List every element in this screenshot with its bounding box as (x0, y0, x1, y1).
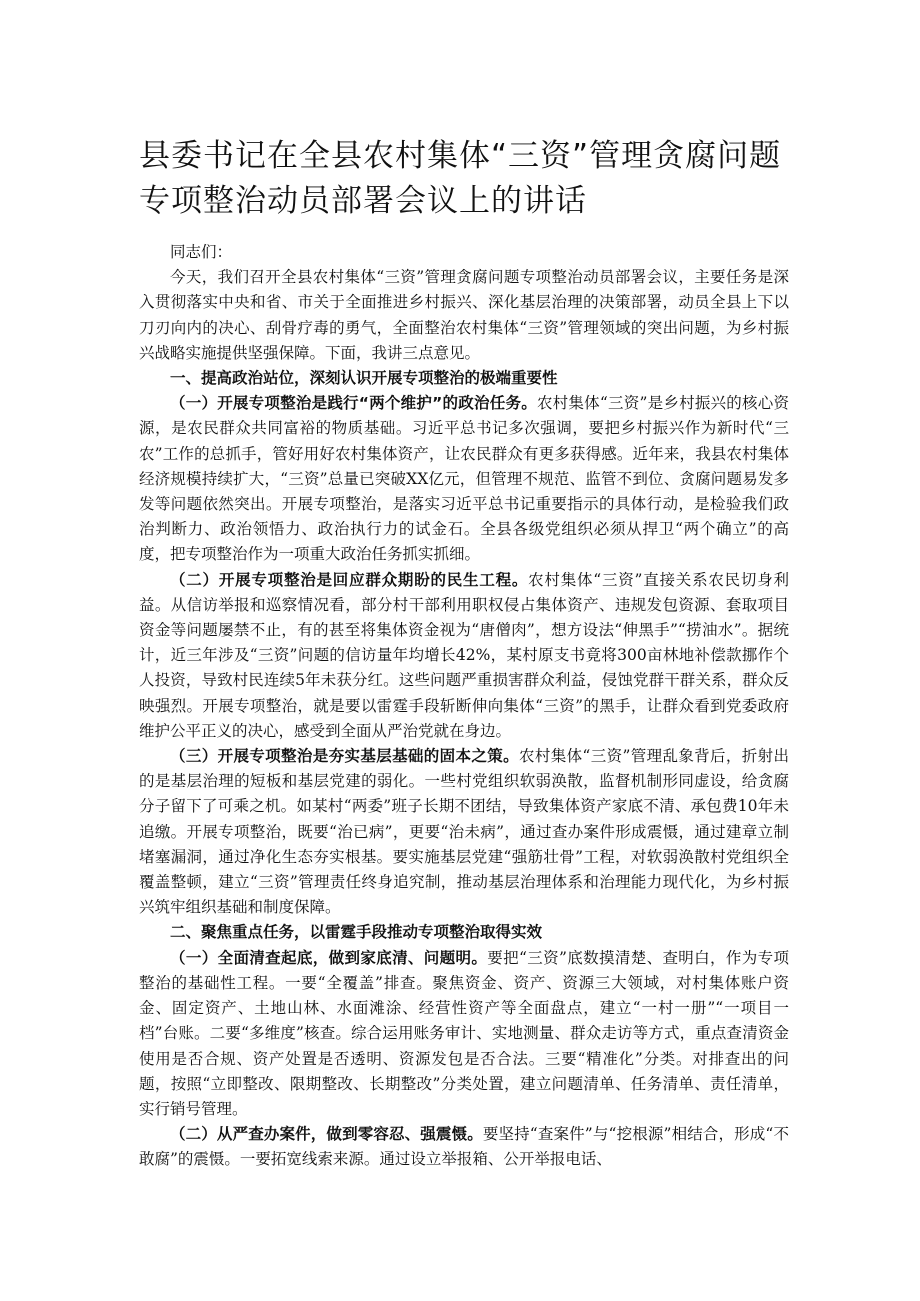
paragraph-lead: （二）从严查办案件，做到零容忍、强震慑。 (170, 1125, 483, 1144)
section-1-paragraph-3 (139, 744, 789, 920)
paragraph-lead: （三）开展专项整治是夯实基层基础的固本之策。 (170, 747, 519, 766)
paragraph-text: 要坚持“查案件”与“挖根源”相结合，形成“不敢腐”的震慑。一要拓宽线索来源。通过设立举报箱、公开举报电话、 (139, 1125, 789, 1169)
paragraph-text: 农村集体“三资”是乡村振兴的核心资源，是农民群众共同富裕的物质基础。习近平总书记多次强调，要把乡村振兴作为新时代“三农”工作的总抓手，管好用好农村集体资产，让农民群众有更多获得感。近年来，我县农村集体经济规模持续扩大，“三资”总量已突破XX亿元，但管理不规范、监管不到位、贪腐问题易发多发等问题依然突出。开展专项整治，是落实习近平总书记重要指示的具体行动，是检验我们政治判断力、政治领悟力、政治执行力的试金石。全县各级党组织必须从捍卫“两个确立”的高度，把专项整治作为一项重大政治任务抓实抓细。 (139, 394, 789, 564)
paragraph-text: 农村集体“三资”管理乱象背后，折射出的是基层治理的短板和基层党建的弱化。一些村党组织软弱涣散，监督机制形同虚设，给贪腐分子留下了可乘之机。如某村“两委”班子长期不团结，导致集体资产家底不清、承包费10年未追缴。开展专项整治，既要“治已病”，更要“治未病”，通过查办案件形成震慑，通过建章立制堵塞漏洞，通过净化生态夯实根基。要实施基层党建“强筋壮骨”工程，对软弱涣散村党组织全覆盖整顿，建立“三资”管理责任终身追究制，推动基层治理体系和治理能力现代化，为乡村振兴筑牢组织基础和制度保障。 (139, 747, 789, 917)
section-1-paragraph-2 (139, 568, 789, 744)
section-2-heading: 二、聚焦重点任务，以雷霆手段推动专项整治取得实效 (170, 923, 543, 942)
paragraph-lead: （二）开展专项整治是回应群众期盼的民生工程。 (170, 570, 529, 589)
salutation: 同志们： (170, 243, 233, 261)
paragraph-text: 农村集体“三资”直接关系农民切身利益。从信访举报和巡察情况看，部分村干部利用职权侵占集体资产、违规发包资源、套取项目资金等问题屡禁不止，有的甚至将集体资金视为“唐僧肉”，想方设法“伸黑手”“捞油水”。据统计，近三年涉及“三资”问题的信访量年均增长42%，某村原支书竟将300亩林地补偿款挪作个人投资，导致村民连续5年未获分红。这些问题严重损害群众利益，侵蚀党群干群关系，群众反映强烈。开展专项整治，就是要以雷霆手段斩断伸向集体“三资”的黑手，让群众看到党委政府维护公平正义的决心，感受到全面从严治党就在身边。 (139, 570, 789, 740)
section-1-paragraph-1 (139, 391, 789, 567)
paragraph-lead: （一）开展专项整治是践行“两个维护”的政治任务。 (170, 394, 537, 413)
paragraph-text: 要把“三资”底数摸清楚、查明白，作为专项整治的基础性工程。一要“全覆盖”排查。聚焦资金、资产、资源三大领域，对村集体账户资金、固定资产、土地山林、水面滩涂、经营性资产等全面盘点，建立“一村一册”“一项目一档”台账。二要“多维度”核查。综合运用账务审计、实地测量、群众走访等方式，重点查清资金使用是否合规、资产处置是否透明、资源发包是否合法。三要“精准化”分类。对排查出的问题，按照“立即整改、限期整改、长期整改”分类处置，建立问题清单、任务清单、责任清单，实行销号管理。 (139, 948, 789, 1118)
section-1-heading: 一、提高政治站位，深刻认识开展专项整治的极端重要性 (170, 369, 558, 388)
section-2-paragraph-1 (139, 946, 789, 1122)
document-body (139, 240, 789, 1173)
intro-paragraph: 今天，我们召开全县农村集体“三资”管理贪腐问题专项整治动员部署会议，主要任务是深入贯彻落实中央和省、市关于全面推进乡村振兴、深化基层治理的决策部署，动员全县上下以刀刃向内的决心、刮骨疗毒的勇气，全面整治农村集体“三资”管理领域的突出问题，为乡村振兴战略实施提供坚强保障。下面，我讲三点意见。 (139, 268, 789, 362)
paragraph-lead: （一）全面清查起底，做到家底清、问题明。 (170, 948, 488, 967)
document-title: 县委书记在全县农村集体“三资”管理贪腐问题专项整治动员部署会议上的讲话 (139, 138, 782, 219)
section-2-paragraph-2 (139, 1122, 789, 1172)
